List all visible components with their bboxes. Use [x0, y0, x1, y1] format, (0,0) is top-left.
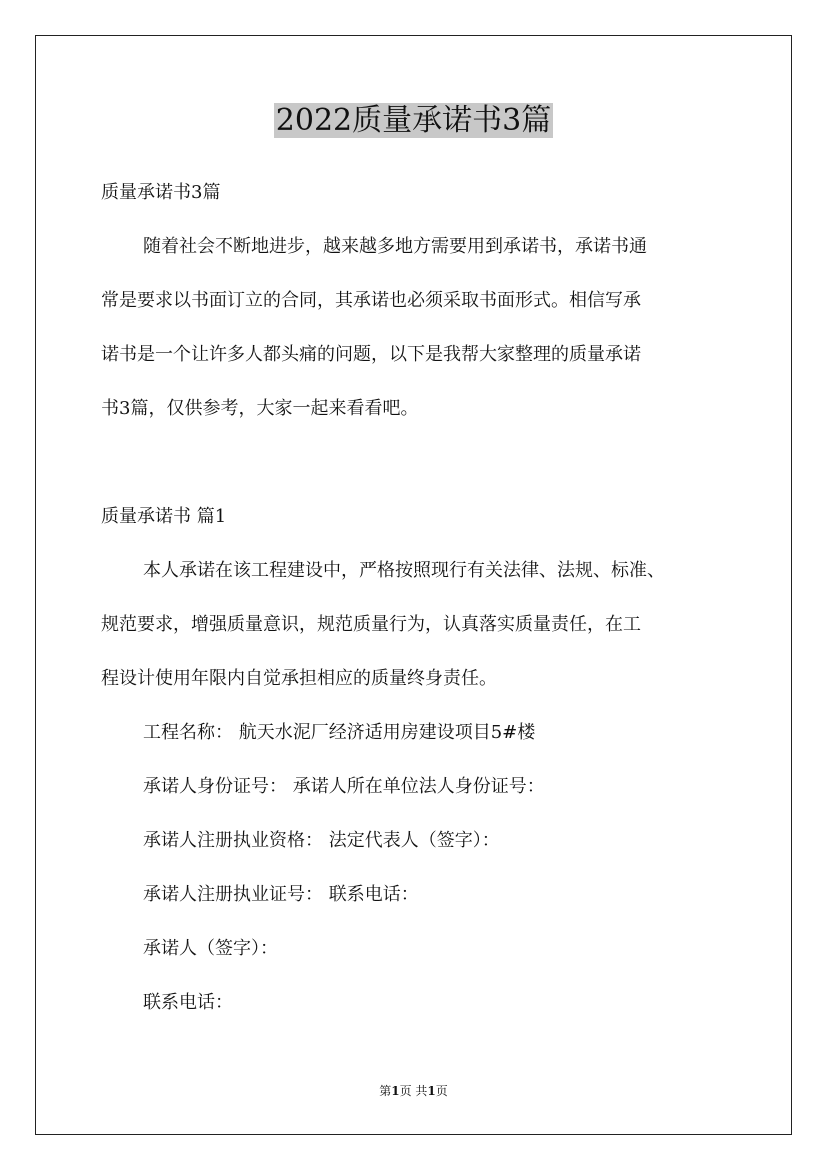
intro-paragraph-line: 书3篇，仅供参考，大家一起来看看吧。	[101, 398, 419, 419]
qualification-field: 承诺人注册执业资格： 法定代表人（签字）：	[143, 830, 500, 851]
current-page-number: 1	[391, 1084, 400, 1098]
page-suffix: 页	[435, 1084, 448, 1098]
page-prefix: 第	[379, 1084, 392, 1098]
license-number-field: 承诺人注册执业证号： 联系电话：	[143, 884, 419, 905]
intro-paragraph-line: 随着社会不断地进步，越来越多地方需要用到承诺书，承诺书通	[143, 236, 647, 257]
intro-paragraph-line: 常是要求以书面订立的合同，其承诺也必须采取书面形式。相信写承	[101, 290, 641, 311]
document-subtitle: 质量承诺书3篇	[101, 182, 221, 203]
document-title-text: 2022质量承诺书3篇	[275, 103, 552, 138]
section-paragraph-line: 程设计使用年限内自觉承担相应的质量终身责任。	[101, 668, 497, 689]
document-title	[0, 100, 827, 142]
contact-phone-field: 联系电话：	[143, 992, 233, 1013]
section-paragraph-line: 本人承诺在该工程建设中，严格按照现行有关法律、法规、标准、	[143, 560, 665, 581]
page-footer	[0, 1082, 827, 1100]
signature-field: 承诺人（签字）：	[143, 938, 278, 959]
project-name-field: 工程名称： 航天水泥厂经济适用房建设项目5#楼	[143, 722, 536, 743]
id-number-field: 承诺人身份证号： 承诺人所在单位法人身份证号：	[143, 776, 545, 797]
section-heading: 质量承诺书 篇1	[101, 506, 227, 527]
total-page-number: 1	[427, 1084, 436, 1098]
intro-paragraph-line: 诺书是一个让许多人都头痛的问题，以下是我帮大家整理的质量承诺	[101, 344, 641, 365]
page-mid: 页 共	[399, 1084, 428, 1098]
section-paragraph-line: 规范要求，增强质量意识，规范质量行为，认真落实质量责任，在工	[101, 614, 641, 635]
